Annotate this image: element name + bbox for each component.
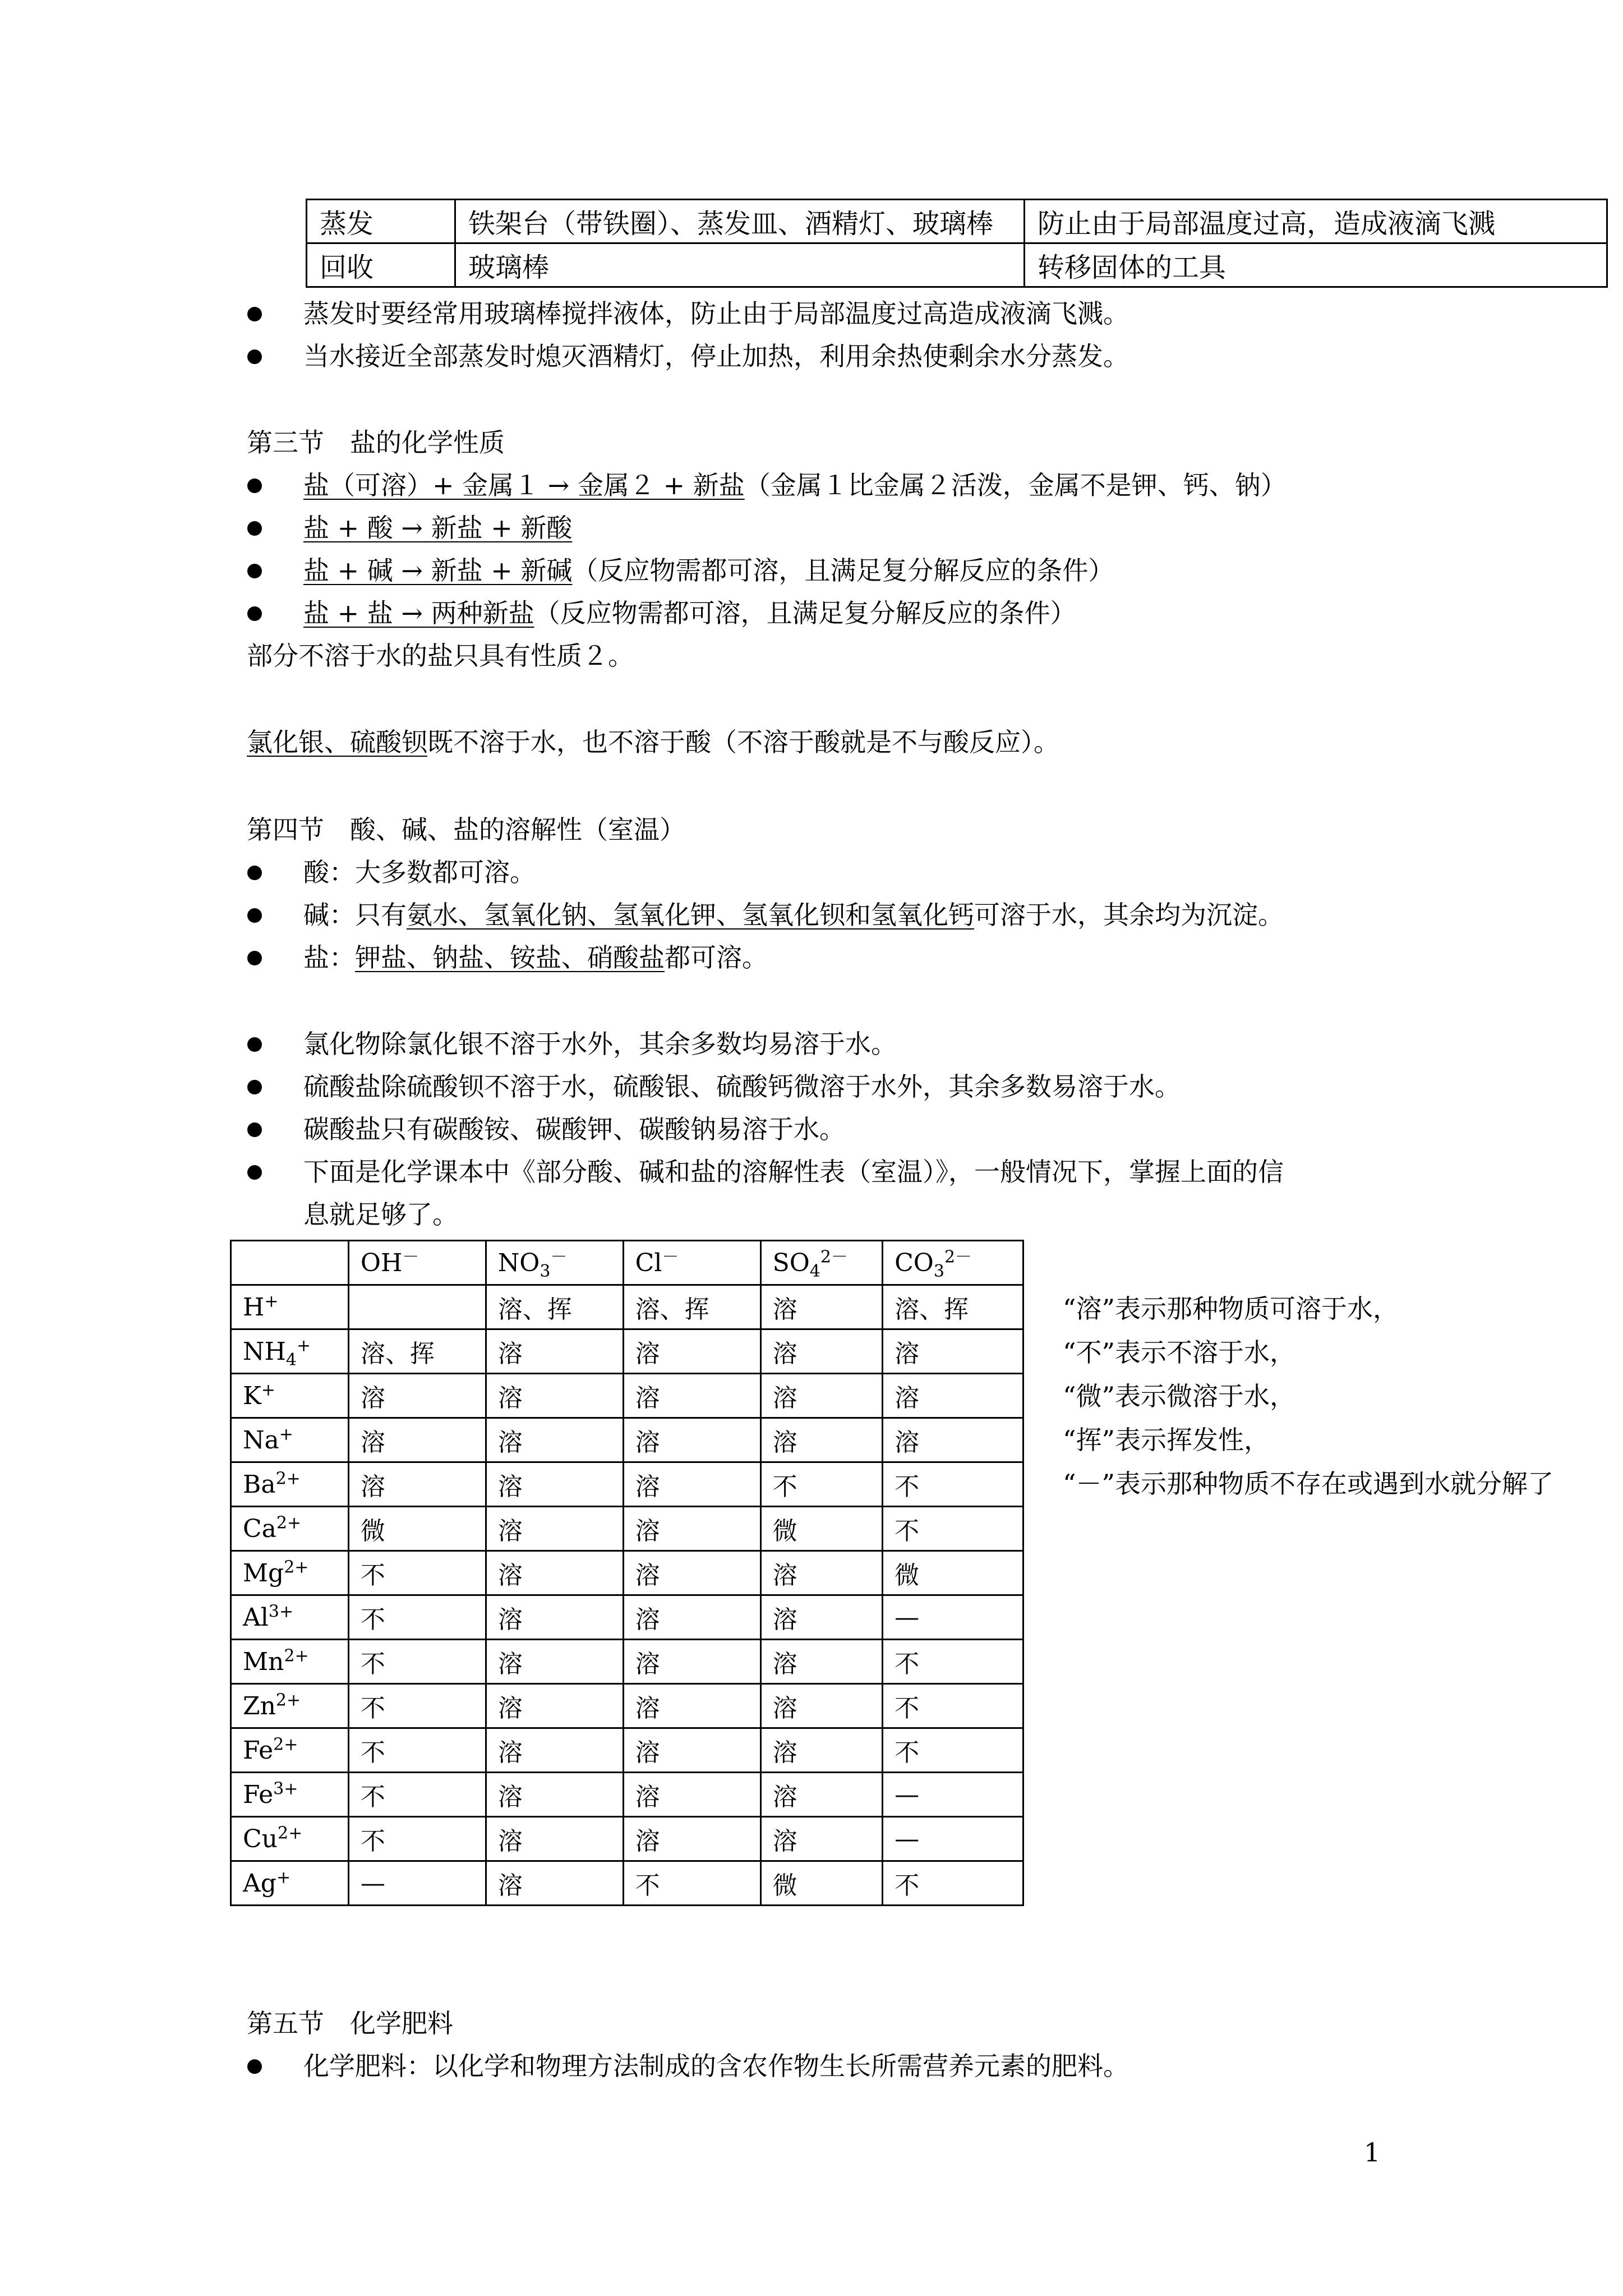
base-pre: 碱：只有 [303, 900, 407, 930]
bullet-icon [247, 1122, 262, 1137]
solubility-cell: 溶 [623, 1329, 760, 1374]
section-5-title: 第五节 化学肥料 [247, 2008, 453, 2039]
sec3-bullet-4 [303, 600, 1076, 626]
solubility-cell: 溶 [486, 1418, 623, 1462]
solubility-cell: 溶 [623, 1507, 760, 1551]
table-row [231, 1595, 1023, 1640]
section-4-title: 第四节 酸、碱、盐的溶解性（室温） [247, 815, 685, 845]
cation-header: Na+ [231, 1418, 349, 1462]
sec3-bullet-1-formula: 盐（可溶）+ 金属１ → 金属２ + 新盐 [303, 470, 745, 500]
solubility-cell: 溶 [486, 1728, 623, 1773]
solubility-cell: 溶 [486, 1507, 623, 1551]
solubility-cell: 不 [348, 1728, 486, 1773]
table-row [231, 1728, 1023, 1773]
cation-header: $NH_4^+$ [231, 1329, 349, 1374]
salt-post: 都可溶。 [665, 942, 768, 973]
solubility-cell: 溶 [486, 1684, 623, 1728]
solubility-cell: 溶 [623, 1728, 760, 1773]
solubility-cell: 溶 [760, 1329, 883, 1374]
bullet-icon [247, 2059, 262, 2074]
solubility-cell: 不 [623, 1861, 760, 1906]
table-row [231, 1861, 1023, 1906]
table-row [231, 1640, 1023, 1684]
solubility-table [230, 1240, 1024, 1906]
legend-line: “微”表示微溶于水， [1063, 1381, 1296, 1411]
anion-header: $CO_3^{2-}$ [883, 1241, 1023, 1285]
solubility-cell: 溶 [623, 1551, 760, 1595]
solubility-cell: 溶 [623, 1640, 760, 1684]
sec3-bullet-3-formula: 盐 + 碱 → 新盐 + 新碱 [303, 555, 573, 586]
cation-header: H+ [231, 1285, 349, 1329]
table-header-row [231, 1241, 1023, 1285]
table-row [231, 1507, 1023, 1551]
bullet-icon [247, 478, 262, 493]
solubility-cell: 溶 [760, 1640, 883, 1684]
table-row [307, 200, 1607, 243]
sec3-bullet-3 [303, 555, 1114, 586]
solubility-cell: 微 [348, 1507, 486, 1551]
solubility-cell: 溶 [760, 1684, 883, 1728]
cation-header: $Ba^{2+}$ [231, 1462, 349, 1507]
tools-cell: 玻璃棒 [455, 243, 1025, 287]
solubility-cell: 溶 [486, 1462, 623, 1507]
solubility-cell: 溶 [348, 1374, 486, 1418]
purpose-cell: 转移固体的工具 [1025, 243, 1607, 287]
sec3-bullet-1-note: （金属１比金属２活泼，金属不是钾、钙、钠） [744, 470, 1287, 500]
sulfate-bullet: 硫酸盐除硫酸钡不溶于水，硫酸银、硫酸钙微溶于水外，其余多数易溶于水。 [303, 1071, 1181, 1102]
bullet-icon [247, 866, 262, 880]
solubility-cell: 溶 [623, 1595, 760, 1640]
solubility-cell: 溶 [883, 1329, 1023, 1374]
base-bullet [303, 902, 1284, 928]
sec3-bullet-1 [303, 472, 1287, 498]
solubility-cell: 溶 [623, 1773, 760, 1817]
sec3-bullet-2-formula: 盐 + 酸 → 新盐 + 新酸 [303, 513, 573, 543]
anion-header: $SO_4^{2-}$ [760, 1241, 883, 1285]
solubility-cell: — [883, 1817, 1023, 1861]
solubility-cell: 溶、挥 [623, 1285, 760, 1329]
bullet-icon [247, 1037, 262, 1052]
salt-bullet [303, 942, 768, 973]
cation-header: $Mn^{2+}$ [231, 1640, 349, 1684]
sec3-bullet-4-formula: 盐 + 盐 → 两种新盐 [303, 598, 534, 628]
insoluble-rest: 既不溶于水，也不溶于酸（不溶于酸就是不与酸反应）。 [427, 727, 1059, 757]
solubility-cell: 溶 [486, 1595, 623, 1640]
bullet-icon [247, 349, 262, 364]
solubility-cell: 微 [883, 1551, 1023, 1595]
solubility-cell: 溶 [760, 1285, 883, 1329]
tools-table [306, 199, 1608, 288]
solubility-cell: — [883, 1595, 1023, 1640]
cation-header: $Zn^{2+}$ [231, 1684, 349, 1728]
legend-line: “不”表示不溶于水， [1063, 1337, 1296, 1368]
anion-header: OH－ [348, 1241, 486, 1285]
solubility-cell: 溶 [486, 1773, 623, 1817]
bullet-icon [247, 307, 262, 321]
legend-line: “溶”表示那种物质可溶于水， [1063, 1294, 1399, 1324]
table-row [231, 1817, 1023, 1861]
insoluble-note [247, 729, 1059, 755]
anion-header: $NO_3^-$ [486, 1241, 623, 1285]
solubility-cell: 溶 [760, 1728, 883, 1773]
bullet-icon [247, 564, 262, 578]
solubility-cell: 溶 [486, 1374, 623, 1418]
evap-bullet-1: 蒸发时要经常用玻璃棒搅拌液体，防止由于局部温度过高造成液滴飞溅。 [303, 298, 1129, 329]
bullet-icon [247, 606, 262, 621]
corner-cell [231, 1241, 349, 1285]
solubility-cell: 不 [348, 1551, 486, 1595]
evap-bullet-2: 当水接近全部蒸发时熄灭酒精灯，停止加热，利用余热使剩余水分蒸发。 [303, 341, 1129, 371]
solubility-cell: 溶 [760, 1595, 883, 1640]
solubility-cell: 溶 [623, 1418, 760, 1462]
solubility-cell: 溶 [760, 1374, 883, 1418]
anion-header: Cl－ [623, 1241, 760, 1285]
solubility-cell: 溶 [883, 1418, 1023, 1462]
solubility-cell: 不 [348, 1773, 486, 1817]
table-intro-line-2: 息就足够了。 [303, 1199, 458, 1230]
solubility-cell: 溶 [486, 1640, 623, 1684]
solubility-cell: 不 [883, 1861, 1023, 1906]
solubility-cell: 不 [883, 1462, 1023, 1507]
table-row [231, 1551, 1023, 1595]
table-intro-line-1: 下面是化学课本中《部分酸、碱和盐的溶解性表（室温）》，一般情况下，掌握上面的信 [303, 1157, 1284, 1187]
bullet-icon [247, 1165, 262, 1180]
salt-pre: 盐： [303, 942, 355, 973]
solubility-cell: 溶 [760, 1773, 883, 1817]
solubility-cell: 不 [348, 1595, 486, 1640]
table-row [231, 1462, 1023, 1507]
solubility-cell: 溶 [348, 1462, 486, 1507]
solubility-cell: 不 [348, 1640, 486, 1684]
solubility-cell: 溶 [883, 1374, 1023, 1418]
solubility-cell: 微 [760, 1861, 883, 1906]
table-row [231, 1329, 1023, 1374]
solubility-cell: 不 [348, 1817, 486, 1861]
cation-header: $Cu^{2+}$ [231, 1817, 349, 1861]
solubility-cell: 溶 [623, 1684, 760, 1728]
solubility-cell: 微 [760, 1507, 883, 1551]
acid-bullet: 酸：大多数都可溶。 [303, 857, 536, 887]
solubility-cell: 溶、挥 [883, 1285, 1023, 1329]
table-row [307, 243, 1607, 287]
solubility-cell: 溶 [486, 1817, 623, 1861]
solubility-cell: 不 [883, 1728, 1023, 1773]
table-row [231, 1285, 1023, 1329]
sec3-bullet-2 [303, 515, 572, 541]
solubility-cell: — [883, 1773, 1023, 1817]
tools-cell: 铁架台（带铁圈）、蒸发皿、酒精灯、玻璃棒 [455, 200, 1025, 243]
solubility-cell: — [348, 1861, 486, 1906]
table-row [231, 1773, 1023, 1817]
cation-header: $Ca^{2+}$ [231, 1507, 349, 1551]
op-cell: 蒸发 [307, 200, 455, 243]
solubility-cell: 溶 [486, 1861, 623, 1906]
table-row [231, 1684, 1023, 1728]
sec3-bullet-3-note: （反应物需都可溶，且满足复分解反应的条件） [572, 555, 1114, 586]
bullet-icon [247, 951, 262, 965]
solubility-cell: 溶 [760, 1551, 883, 1595]
cation-header: Ag+ [231, 1861, 349, 1906]
solubility-cell: 溶 [623, 1374, 760, 1418]
solubility-cell: 溶 [760, 1418, 883, 1462]
cation-header: $Fe^{2+}$ [231, 1728, 349, 1773]
solubility-cell: 不 [883, 1684, 1023, 1728]
solubility-cell: 不 [760, 1462, 883, 1507]
solubility-cell: 溶 [348, 1418, 486, 1462]
solubility-cell: 不 [883, 1640, 1023, 1684]
fertilizer-bullet: 化学肥料：以化学和物理方法制成的含农作物生长所需营养元素的肥料。 [303, 2051, 1129, 2081]
solubility-cell: 溶 [623, 1817, 760, 1861]
page-number: 1 [1364, 2137, 1381, 2168]
solubility-cell [348, 1285, 486, 1329]
table-row [231, 1418, 1023, 1462]
section-3-title: 第三节 盐的化学性质 [247, 427, 505, 458]
insoluble-salts: 氯化银、硫酸钡 [247, 727, 427, 757]
cation-header: K+ [231, 1374, 349, 1418]
sec3-note: 部分不溶于水的盐只具有性质２。 [247, 641, 634, 671]
bullet-icon [247, 1080, 262, 1094]
legend-line: “－”表示那种物质不存在或遇到水就分解了 [1063, 1469, 1554, 1499]
solubility-cell: 溶、挥 [348, 1329, 486, 1374]
op-cell: 回收 [307, 243, 455, 287]
soluble-salts: 钾盐、钠盐、铵盐、硝酸盐 [355, 942, 665, 973]
solubility-cell: 溶、挥 [486, 1285, 623, 1329]
legend-line: “挥”表示挥发性， [1063, 1425, 1270, 1455]
soluble-bases: 氨水、氢氧化钠、氢氧化钾、氢氧化钡和氢氧化钙 [407, 900, 974, 930]
solubility-cell: 溶 [623, 1462, 760, 1507]
cation-header: $Fe^{3+}$ [231, 1773, 349, 1817]
cation-header: $Mg^{2+}$ [231, 1551, 349, 1595]
solubility-cell: 溶 [486, 1329, 623, 1374]
bullet-icon [247, 521, 262, 536]
cation-header: $Al^{3+}$ [231, 1595, 349, 1640]
purpose-cell: 防止由于局部温度过高，造成液滴飞溅 [1025, 200, 1607, 243]
table-row [231, 1374, 1023, 1418]
solubility-cell: 溶 [486, 1551, 623, 1595]
bullet-icon [247, 908, 262, 923]
solubility-cell: 不 [883, 1507, 1023, 1551]
solubility-cell: 不 [348, 1684, 486, 1728]
chloride-bullet: 氯化物除氯化银不溶于水外，其余多数均易溶于水。 [303, 1029, 897, 1059]
sec3-bullet-4-note: （反应物需都可溶，且满足复分解反应的条件） [534, 598, 1076, 628]
carbonate-bullet: 碳酸盐只有碳酸铵、碳酸钾、碳酸钠易溶于水。 [303, 1114, 845, 1144]
base-post: 可溶于水，其余均为沉淀。 [974, 900, 1284, 930]
solubility-cell: 溶 [760, 1817, 883, 1861]
